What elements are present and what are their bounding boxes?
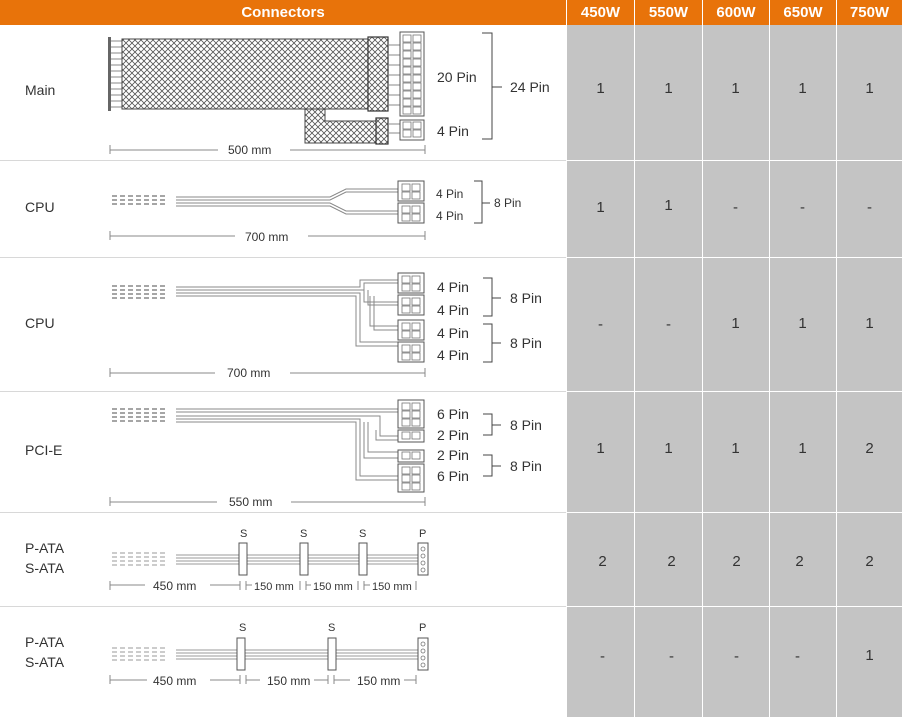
row-divider <box>566 257 902 258</box>
sata-connector-tag-s: S <box>240 528 248 540</box>
main-group-24: 24 Pin <box>510 79 550 95</box>
cpu-pin-4: 4 Pin <box>436 187 464 201</box>
value-pcie-550w: 1 <box>664 440 673 457</box>
pcie-group-8: 8 Pin <box>510 458 542 474</box>
value-sata-550w: 2 <box>667 553 676 570</box>
cpu-pin-4: 4 Pin <box>436 209 464 223</box>
value-sata2-650w: - <box>795 648 800 665</box>
row-label-pcie: PCI-E <box>25 442 63 458</box>
row-label-cpu: CPU <box>25 199 55 215</box>
header-model-450w: 450W <box>566 0 634 25</box>
value-sata-650w: 2 <box>795 553 804 570</box>
row-label-main: Main <box>25 82 56 98</box>
value-pcie-750w: 2 <box>865 440 874 457</box>
value-cpu-550w: 1 <box>664 197 673 214</box>
row-label-cpu: CPU <box>25 315 55 331</box>
header-model-600w: 600W <box>702 0 769 25</box>
column-divider <box>702 25 703 717</box>
value-cpu-dual-750w: 1 <box>865 315 874 332</box>
cpu-length: 700 mm <box>245 230 289 244</box>
value-cpu-450w: 1 <box>596 199 605 216</box>
sata2-segment: 150 mm <box>267 674 311 688</box>
column-divider <box>634 25 635 717</box>
value-cpu-600w: - <box>733 199 738 216</box>
pcie-pin-6: 6 Pin <box>437 468 469 484</box>
pcie-pin-2: 2 Pin <box>437 447 469 463</box>
column-divider <box>566 25 567 717</box>
pcie-pin-2: 2 Pin <box>437 427 469 443</box>
row-divider <box>566 391 902 392</box>
cpu-group-8: 8 Pin <box>494 196 522 210</box>
value-pcie-600w: 1 <box>731 440 740 457</box>
row-label-sata: S-ATA <box>25 560 65 576</box>
value-pcie-450w: 1 <box>596 440 605 457</box>
main-pin-20: 20 Pin <box>437 69 477 85</box>
value-sata-600w: 2 <box>732 553 741 570</box>
sata-segment: 150 mm <box>313 581 353 593</box>
row-divider <box>566 160 902 161</box>
value-cpu-dual-550w: - <box>666 316 671 333</box>
value-cpu-650w: - <box>800 199 805 216</box>
value-main-550w: 1 <box>664 80 673 97</box>
sata2-connector-tag-s: S <box>239 622 247 634</box>
pcie-pin-6: 6 Pin <box>437 406 469 422</box>
header-model-750w: 750W <box>836 0 902 25</box>
value-main-450w: 1 <box>596 80 605 97</box>
row-divider <box>566 606 902 607</box>
sata-segment: 150 mm <box>372 581 412 593</box>
sata-cable-diagram-2 <box>0 607 566 717</box>
header-model-550w: 550W <box>634 0 702 25</box>
column-divider <box>769 25 770 717</box>
cpu-dual-group-8: 8 Pin <box>510 290 542 306</box>
sata2-connector-tag-s: S <box>328 622 336 634</box>
value-cpu-dual-600w: 1 <box>731 315 740 332</box>
values-area <box>566 25 902 717</box>
cpu-dual-group-8: 8 Pin <box>510 335 542 351</box>
sata-connector-tag-s: S <box>359 528 367 540</box>
sata-cable-diagram <box>0 513 566 606</box>
value-cpu-dual-450w: - <box>598 316 603 333</box>
row-label-pata: P-ATA <box>25 634 65 650</box>
cpu-cable-diagram <box>0 161 566 257</box>
row-divider <box>566 512 902 513</box>
main-length: 500 mm <box>228 143 272 157</box>
value-cpu-dual-650w: 1 <box>798 315 807 332</box>
cpu-dual-length: 700 mm <box>227 366 271 380</box>
row-label-sata: S-ATA <box>25 654 65 670</box>
header-connectors: Connectors <box>0 0 566 25</box>
value-sata2-550w: - <box>669 648 674 665</box>
value-sata2-600w: - <box>734 648 739 665</box>
cpu-dual-cable-diagram <box>0 258 566 391</box>
pcie-cable-diagram <box>0 392 566 512</box>
main-cable-diagram <box>0 25 566 160</box>
cpu-dual-pin-4: 4 Pin <box>437 279 469 295</box>
sata-segment: 150 mm <box>254 581 294 593</box>
column-divider <box>836 25 837 717</box>
value-sata-450w: 2 <box>598 553 607 570</box>
pcie-length: 550 mm <box>229 495 273 509</box>
row-label-pata: P-ATA <box>25 540 65 556</box>
sata-length: 450 mm <box>153 579 197 593</box>
sata2-length: 450 mm <box>153 674 197 688</box>
cpu-dual-pin-4: 4 Pin <box>437 325 469 341</box>
value-main-750w: 1 <box>865 80 874 97</box>
cpu-dual-pin-4: 4 Pin <box>437 347 469 363</box>
pcie-group-8: 8 Pin <box>510 417 542 433</box>
value-sata-750w: 2 <box>865 553 874 570</box>
header-model-650w: 650W <box>769 0 836 25</box>
value-main-650w: 1 <box>798 80 807 97</box>
value-sata2-750w: 1 <box>865 647 874 664</box>
sata2-segment: 150 mm <box>357 674 401 688</box>
value-cpu-750w: - <box>867 199 872 216</box>
main-pin-4: 4 Pin <box>437 123 469 139</box>
sata2-connector-tag-p: P <box>419 622 427 634</box>
value-main-600w: 1 <box>731 80 740 97</box>
cpu-dual-pin-4: 4 Pin <box>437 302 469 318</box>
sata-connector-tag-s: S <box>300 528 308 540</box>
value-pcie-650w: 1 <box>798 440 807 457</box>
sata-connector-tag-p: P <box>419 528 427 540</box>
value-sata2-450w: - <box>600 648 605 665</box>
